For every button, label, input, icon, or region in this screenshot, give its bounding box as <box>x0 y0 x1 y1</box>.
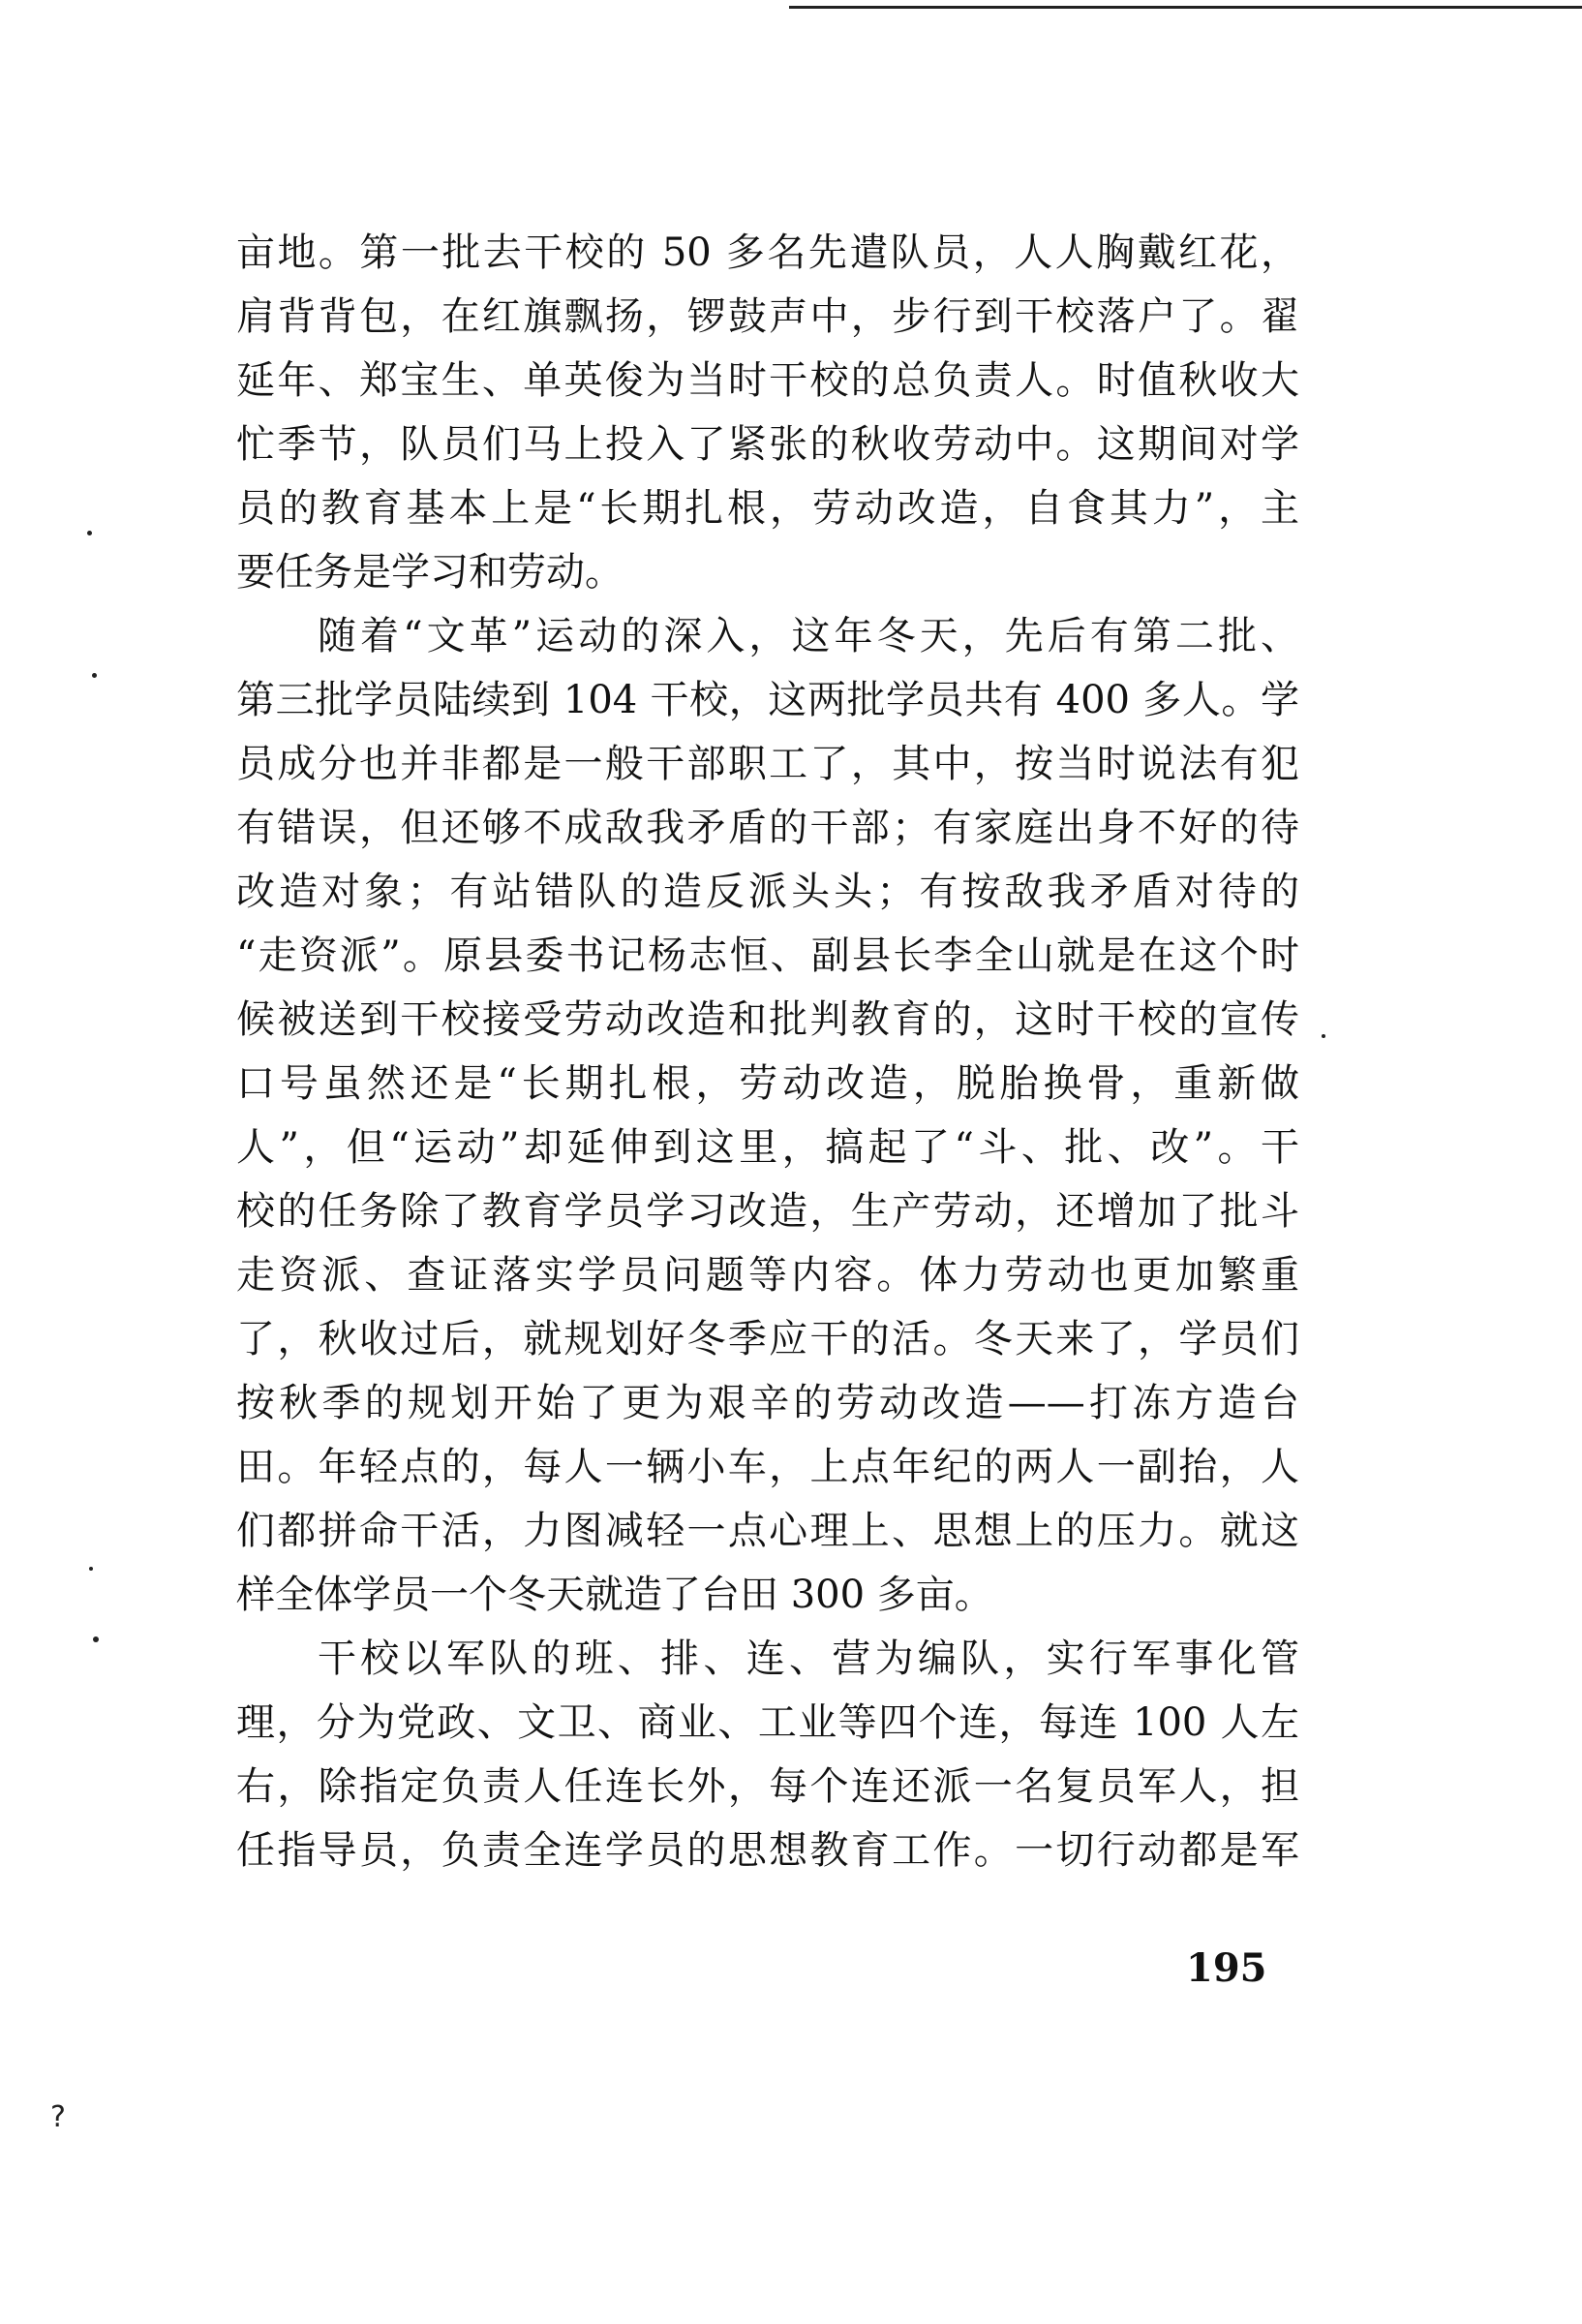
scan-speck <box>92 673 97 678</box>
text-line: 干校以军队的班、排、连、营为编队，实行军事化管 <box>318 1636 1299 1681</box>
scan-speck <box>93 1636 99 1642</box>
page-number: 195 <box>1186 1945 1267 1991</box>
text-line: 有错误，但还够不成敌我矛盾的干部；有家庭出身不好的待 <box>236 806 1299 850</box>
text-line: “走资派”。原县委书记杨志恒、副县长李全山就是在这个时 <box>236 933 1299 978</box>
text-line: 忙季节，队员们马上投入了紧张的秋收劳动中。这期间对学 <box>236 422 1299 467</box>
text-line: 延年、郑宝生、单英俊为当时干校的总负责人。时值秋收大 <box>236 358 1299 403</box>
text-line: 亩地。第一批去干校的 50 多名先遣队员，人人胸戴红花， <box>236 230 1299 275</box>
text-line: 任指导员，负责全连学员的思想教育工作。一切行动都是军 <box>236 1828 1299 1873</box>
margin-mark: ? <box>50 2100 66 2134</box>
top-rule <box>789 6 1582 9</box>
text-line: 口号虽然还是“长期扎根，劳动改造，脱胎换骨，重新做 <box>236 1061 1299 1106</box>
text-line: 们都拼命干活，力图减轻一点心理上、思想上的压力。就这 <box>236 1509 1299 1553</box>
scan-speck <box>89 1567 93 1571</box>
body-text <box>236 221 1299 1882</box>
text-line: 员的教育基本上是“长期扎根，劳动改造，自食其力”，主 <box>236 486 1299 531</box>
text-line: 要任务是学习和劳动。 <box>236 550 624 595</box>
scan-speck <box>1322 1034 1325 1038</box>
text-line: 田。年轻点的，每人一辆小车，上点年纪的两人一副抬，人 <box>236 1445 1299 1489</box>
text-line: 人”，但“运动”却延伸到这里，搞起了“斗、批、改”。干 <box>236 1125 1299 1170</box>
text-line: 右，除指定负责人任连长外，每个连还派一名复员军人，担 <box>236 1764 1299 1809</box>
text-line: 员成分也并非都是一般干部职工了，其中，按当时说法有犯 <box>236 742 1299 786</box>
text-line: 样全体学员一个冬天就造了台田 300 多亩。 <box>236 1573 993 1617</box>
text-line: 随着“文革”运动的深入，这年冬天，先后有第二批、 <box>318 614 1299 658</box>
text-line: 肩背背包，在红旗飘扬，锣鼓声中，步行到干校落户了。翟 <box>236 294 1299 339</box>
text-line: 走资派、查证落实学员问题等内容。体力劳动也更加繁重 <box>236 1253 1299 1298</box>
text-line: 了，秋收过后，就规划好冬季应干的活。冬天来了，学员们 <box>236 1317 1299 1361</box>
text-line: 改造对象；有站错队的造反派头头；有按敌我矛盾对待的 <box>236 870 1299 914</box>
scan-speck <box>87 531 92 535</box>
text-line: 校的任务除了教育学员学习改造，生产劳动，还增加了批斗 <box>236 1189 1299 1234</box>
text-line: 理，分为党政、文卫、商业、工业等四个连，每连 100 人左 <box>236 1700 1299 1745</box>
text-line: 按秋季的规划开始了更为艰辛的劳动改造——打冻方造台 <box>236 1381 1299 1425</box>
text-line: 候被送到干校接受劳动改造和批判教育的，这时干校的宣传 <box>236 997 1299 1042</box>
text-line: 第三批学员陆续到 104 干校，这两批学员共有 400 多人。学 <box>236 678 1299 722</box>
